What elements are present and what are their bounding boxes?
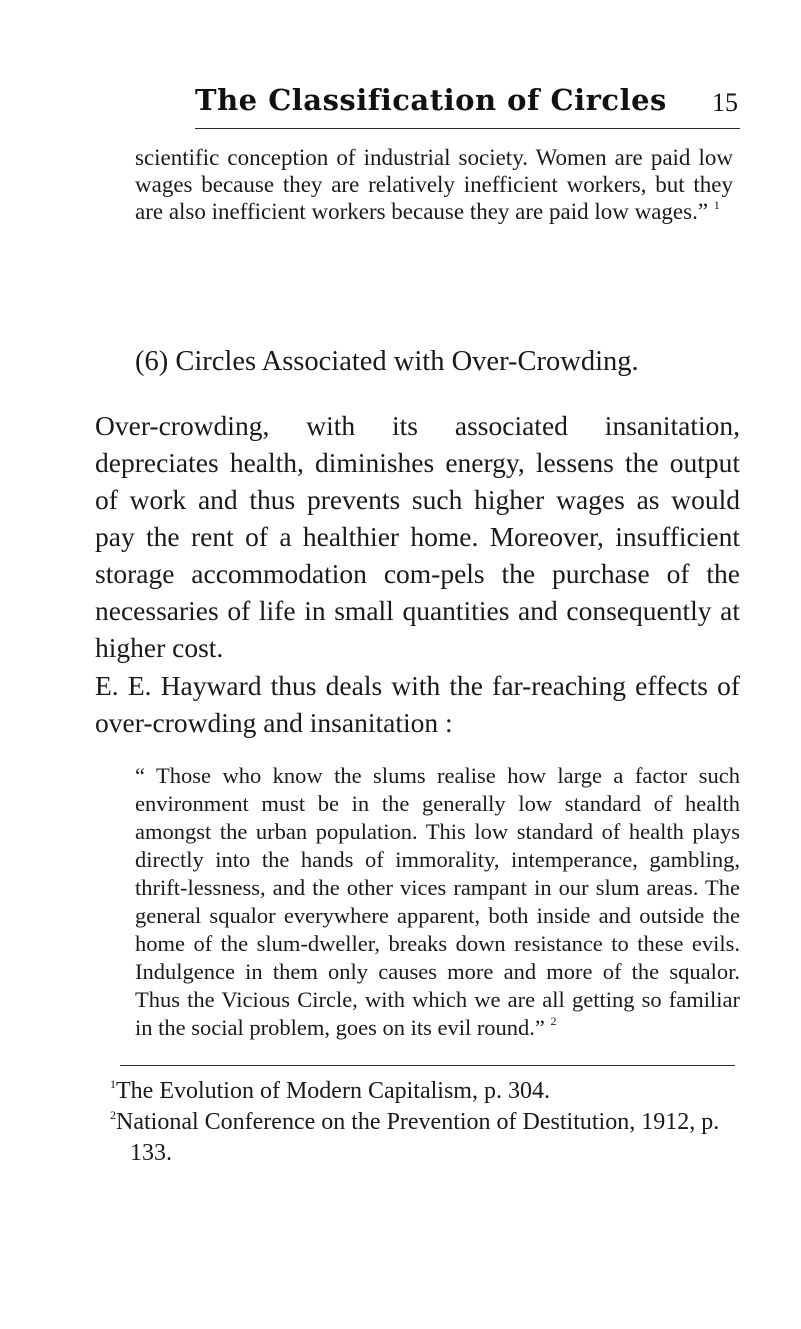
footnote-ref-1: 1 (713, 198, 720, 212)
footnote-text: The Evolution of Modern Capitalism, p. 304. (116, 1078, 550, 1104)
running-title: The Classification of Circles (195, 83, 667, 117)
footnotes (110, 1076, 742, 1169)
paragraph-overcrowding: Over-crowding, with its associated insanitation, depreciates health, diminishes energy, lessens the output of work and thus prevents such higher wages as would pay the rent of a healthier home. Moreover, insufficient storage accommodation com-pels the purchase of the necessaries of life in small quantities and consequently at higher cost. (95, 410, 740, 663)
intro-paragraph (135, 144, 733, 225)
footnote-text: National Conference on the Prevention of Destitution, 1912, p. 133. (116, 1109, 720, 1166)
section-heading: (6) Circles Associated with Over-Crowding. (135, 346, 639, 377)
intro-text: scientific conception of industrial society. Women are paid low wages because they are relatively inefficient workers, but they are also inefficient workers because they are paid low wages.” (135, 145, 733, 224)
running-head (195, 80, 740, 129)
quote-text: “ Those who know the slums realise how large a factor such environment must be in the generally low standard of health amongst the urban population. This low standard of health plays directly into the hands of immorality, intemperance, gambling, thrift-lessness, and the other vices rampant in our slum areas. The general squalor everywhere apparent, both inside and outside the home of the slum-dweller, breaks down resistance to these evils. Indulgence in them only causes more and more of the squalor. Thus the Vicious Circle, with which we are all getting so familiar in the social problem, goes on its evil round.” (135, 763, 740, 1040)
block-quote (135, 762, 740, 1042)
footnote-divider (120, 1065, 735, 1066)
footnote-marker: 2 (110, 1108, 116, 1122)
paragraph-hayward: E. E. Hayward thus deals with the far-reaching effects of over-crowding and insanitation : (95, 670, 740, 738)
footnote-1 (110, 1076, 742, 1107)
footnote-marker: 1 (110, 1077, 116, 1091)
footnote-2 (110, 1107, 742, 1169)
page-number: 15 (712, 88, 738, 117)
footnote-ref-2: 2 (550, 1014, 557, 1028)
